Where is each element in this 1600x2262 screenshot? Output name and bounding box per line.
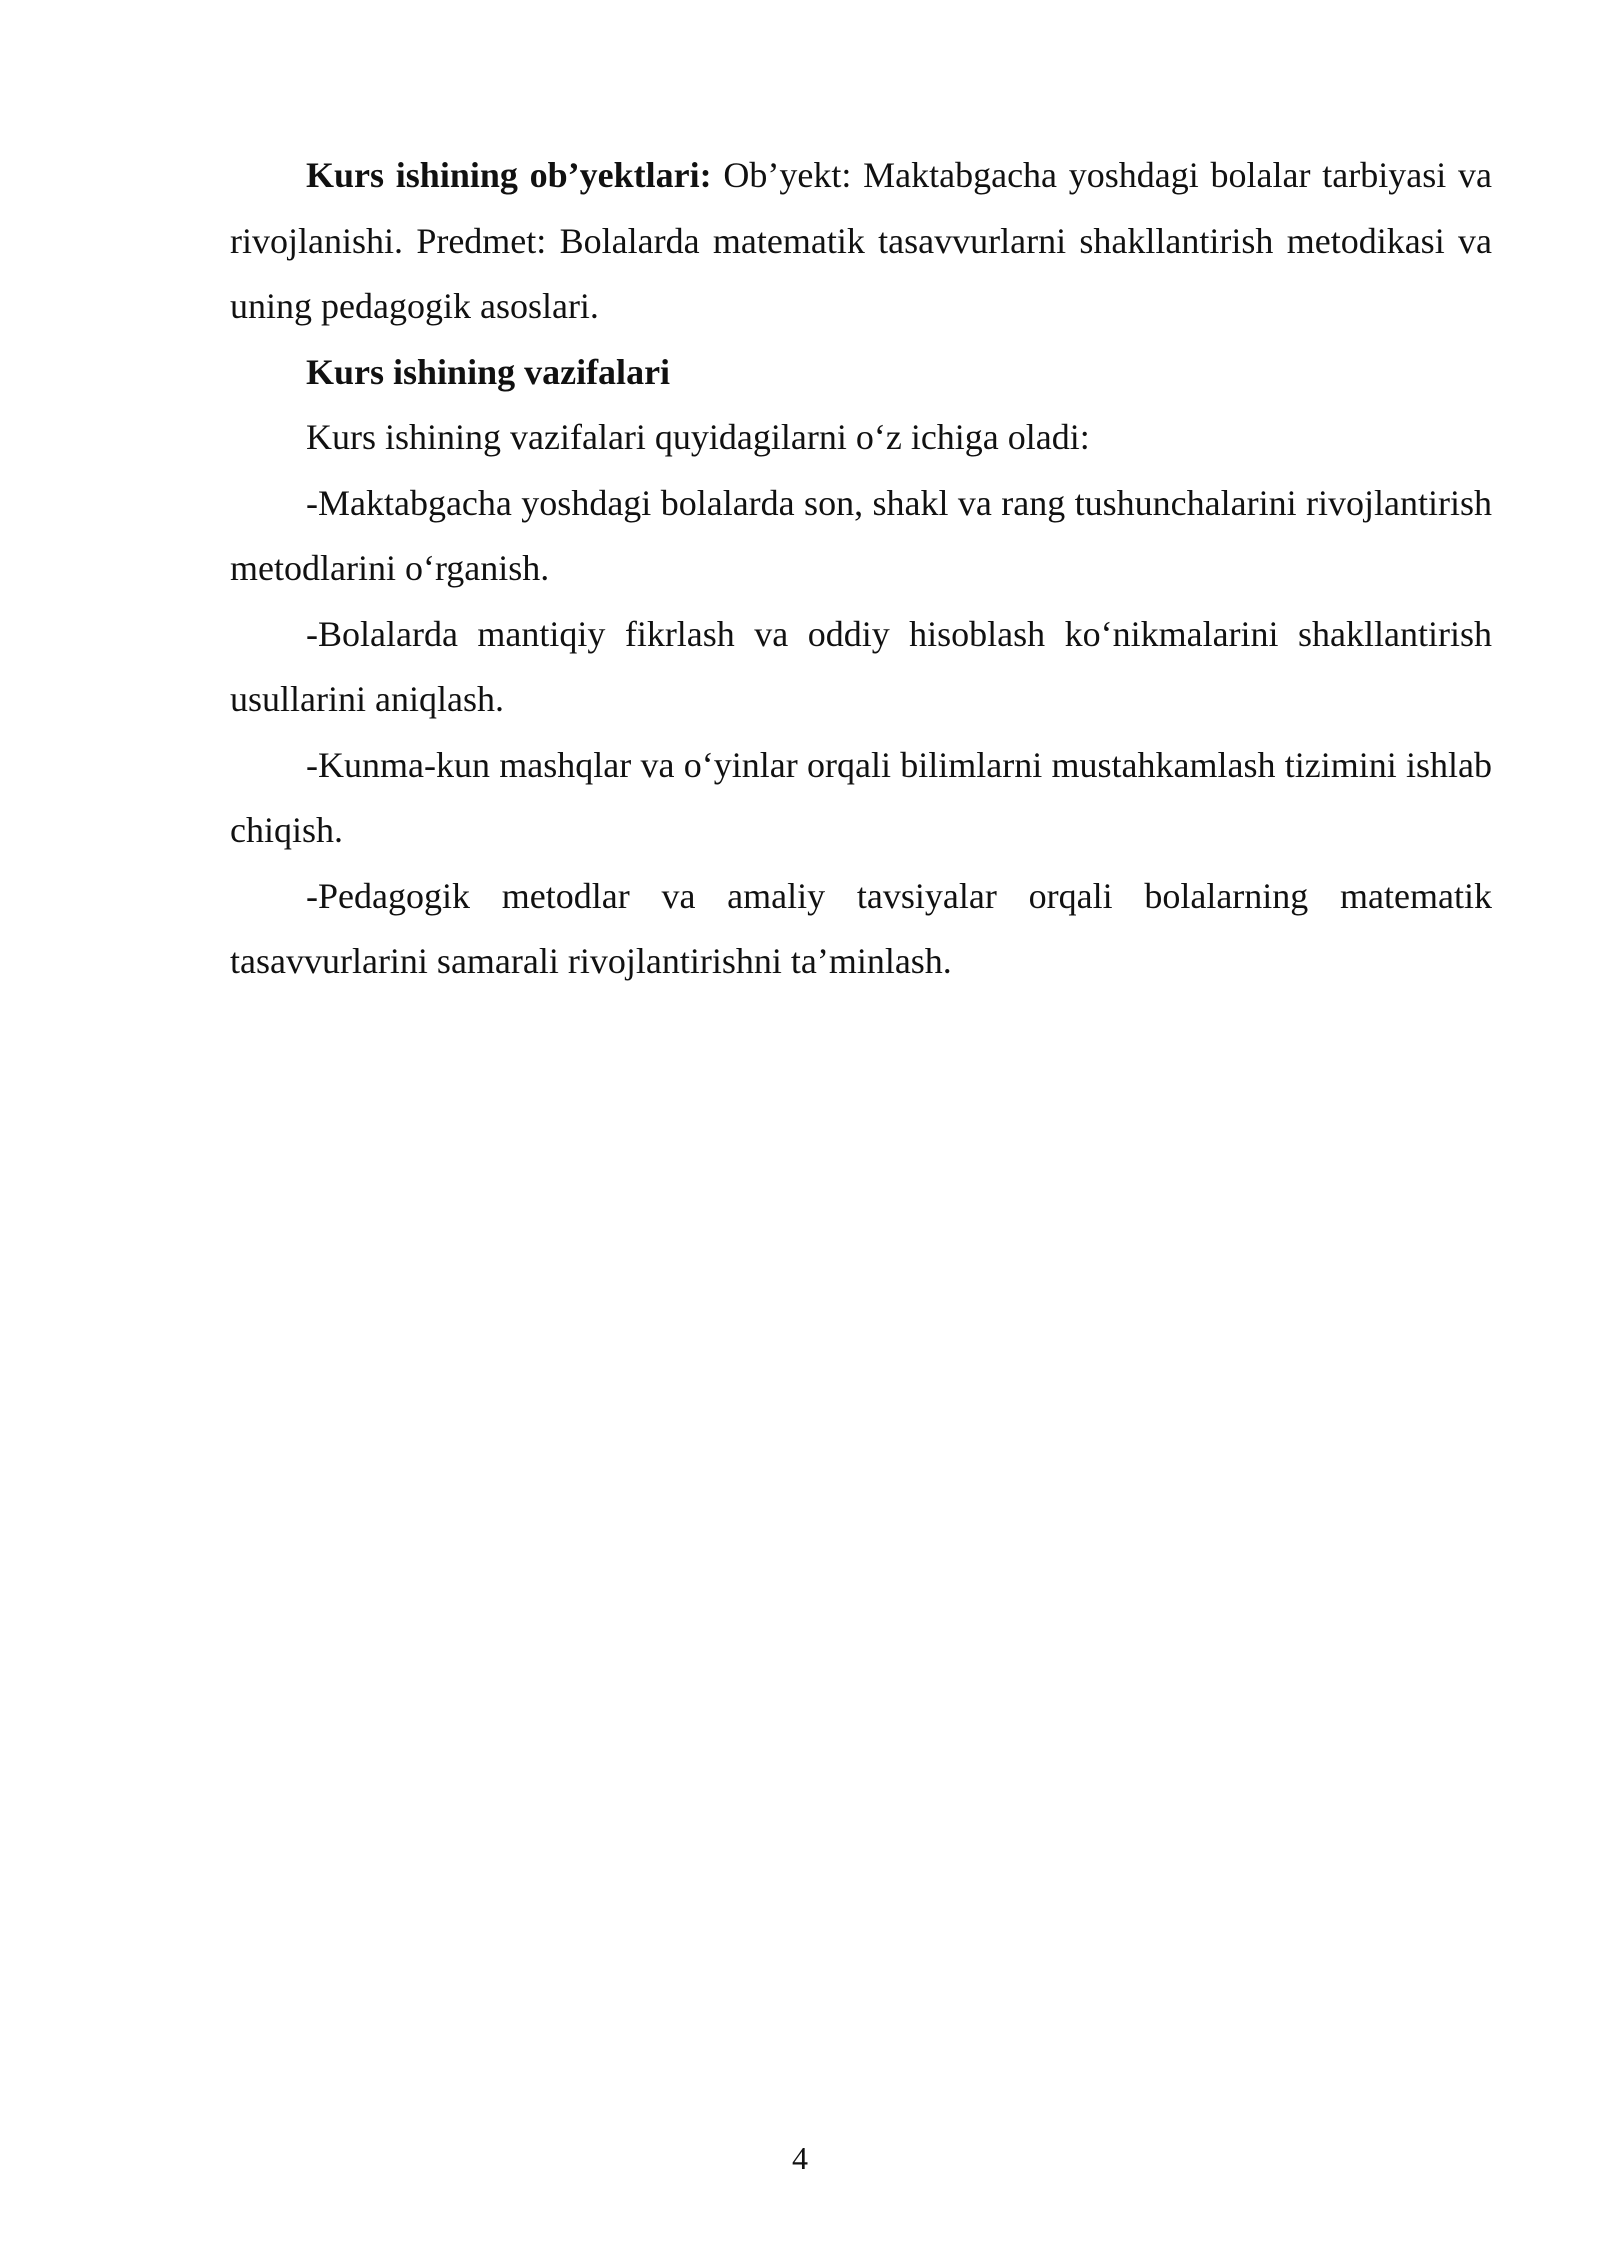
objects-label: Kurs ishining ob’yektlari: <box>306 155 712 195</box>
task-item-2: -Bolalarda mantiqiy fikrlash va oddiy hisoblash ko‘nikmalarini shakllantirish usullarini aniqlash. <box>230 613 1492 719</box>
task-item-1: -Maktabgacha yoshdagi bolalarda son, shakl va rang tushunchalarini rivojlantirish metodlarini o‘rganish. <box>230 482 1492 588</box>
tasks-intro: Kurs ishining vazifalari quyidagilarni o‘z ichiga oladi: <box>306 417 1090 457</box>
body-text <box>230 143 1492 995</box>
objects-paragraph <box>230 143 1492 340</box>
task-item-4: -Pedagogik metodlar va amaliy tavsiyalar orqali bolalarning matematik tasavvurlarini samarali rivojlantirishni ta’minlash. <box>230 875 1492 981</box>
tasks-heading: Kurs ishining vazifalari <box>306 351 671 392</box>
objects-text: Ob’yekt: Maktabgacha yoshdagi bolalar tarbiyasi va rivojlanishi. Predmet: Bolalarda matematik tasavvurlarni shakllantirish metodikasi va uning pedagogik asoslari. <box>230 155 1492 326</box>
page-number: 4 <box>792 2140 808 2176</box>
task-item-3: -Kunma-kun mashqlar va o‘yinlar orqali bilimlarni mustahkamlash tizimini ishlab chiqish. <box>230 744 1492 850</box>
